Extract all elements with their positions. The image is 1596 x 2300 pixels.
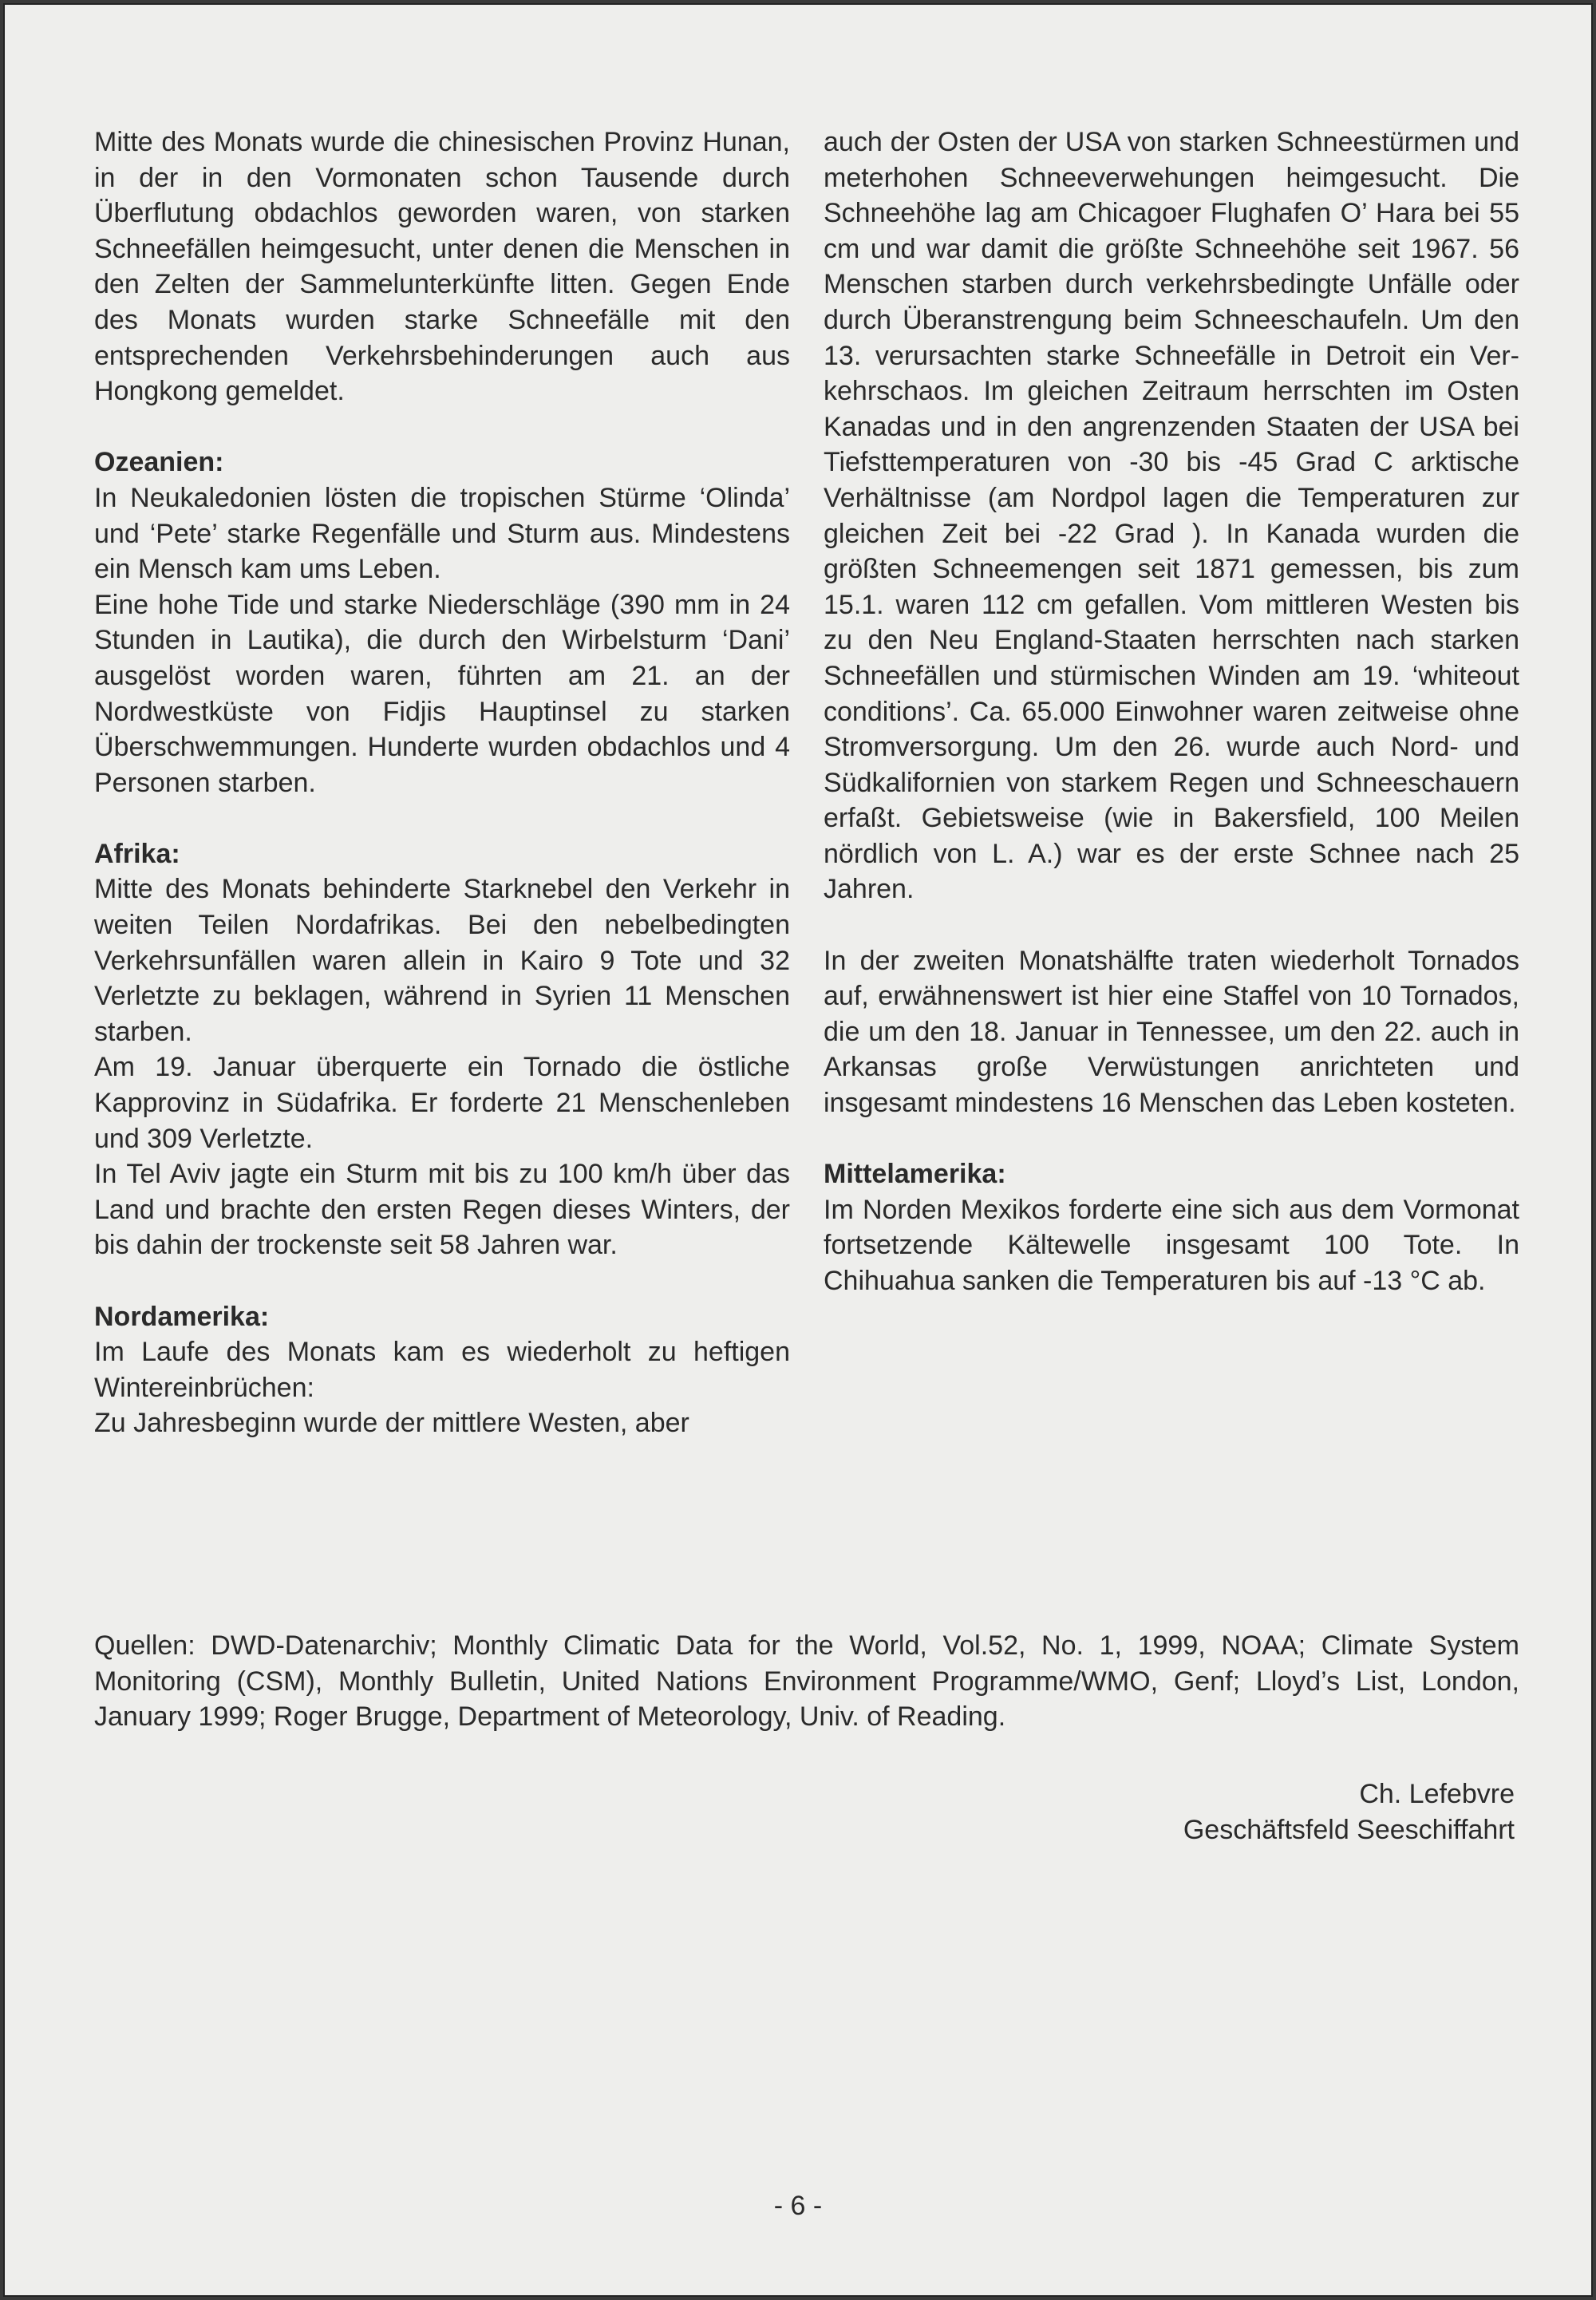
mittelamerika-paragraph: Im Norden Mexikos forderte eine sich aus dem Vormonat fortsetzende Kältewelle insgesamt 100 Tote. In Chihuahua sanken die Temperaturen bis auf -13 °C ab. — [824, 1194, 1519, 1296]
afrika-paragraph-3: In Tel Aviv jagte ein Sturm mit bis zu 100 km/h über das Land und brachte den ersten Regen dieses Winters, der bis dahin der trockenste seit 58 Jahren war. — [94, 1159, 790, 1261]
page-number: - 6 - — [773, 2191, 823, 2221]
ozeanien-paragraph-2: Eine hohe Tide und starke Niederschläge (390 mm in 24 Stunden in Lautika), die durch den Wirbelsturm ‘Dani’ ausgelöst worden waren, führten am 21. an der Nordwestküste von Fidjis Hauptinsel zu starken Überschwemmungen. Hunderte wurden obdachlos und 4 Personen starben. — [94, 589, 790, 798]
author-name: Ch. Lefebvre — [1359, 1779, 1515, 1809]
ozeanien-heading: Ozeanien: — [94, 447, 224, 478]
nordamerika-heading: Nordamerika: — [94, 1301, 270, 1332]
china-paragraph: Mitte des Monats wurde die chinesischen Provinz Hunan, in der in den Vormonaten schon Tausende durch Überflutung obdachlos geworden waren, von starken Schneefällen heimgesucht, unter denen die Menschen in den Zelten der Sammelunterkünfte litten. Gegen Ende des Monats wurden starke Schneefälle mit den entsprechenden Verkehrsbehinderungen auch aus Hongkong gemeldet. — [94, 127, 790, 407]
spacer — [94, 409, 790, 445]
nordamerika-paragraph-1: Im Laufe des Monats kam es wiederholt zu heftigen Wintereinbrüchen: — [94, 1337, 790, 1403]
nordamerika-paragraph-2: Zu Jahresbeginn wurde der mittlere Westen, aber — [94, 1408, 689, 1439]
spacer — [94, 800, 790, 836]
afrika-paragraph-1: Mitte des Monats behinderte Starknebel den Verkehr in weiten Teilen Nordafrikas. Bei den nebelbedingten Verkehrsunfällen waren allein in Kairo 9 Tote und 32 Verletzte zu beklagen, während in Syrien 11 Menschen starben. — [94, 874, 790, 1047]
spacer — [824, 1121, 1519, 1157]
afrika-heading: Afrika: — [94, 838, 180, 869]
mittelamerika-heading: Mittelamerika: — [824, 1159, 1006, 1190]
author-department: Geschäftsfeld Seeschiffahrt — [1183, 1814, 1515, 1845]
usa-winter-paragraph: auch der Osten der USA von starken Schneestürmen und meterhohen Schneeverwehungen heimgesucht. Die Schneehöhe lag am Chicagoer Flughafen O’ Hara bei 55 cm und war damit die größte Schneehöhe seit 1967. 56 Menschen starben durch verkehrsbedingte Unfälle oder durch Überanstrengung beim Schneeschaufeln. Um den 13. verursachten starke Schneefälle in Detroit ein Verkehrschaos. Im gleichen Zeitraum herrschten im Osten Kanadas und in den angrenzenden Staaten der USA bei Tiefsttemperaturen von -30 bis -45 Grad C arktische Verhältnisse (am Nordpol lagen die Temperaturen zur gleichen Zeit bei -22 Grad ). In Kanada wurden die größten Schneemengen seit 1871 gemessen, bis zum 15.1. waren 112 cm gefallen. Vom mittleren Westen bis zu den Neu England-Staaten herrschten nach starken Schneefällen und stürmischen Winden am 19. ‘whiteout conditions’. Ca. 65.000 Einwohner waren zeitweise ohne Stromversorgung. Um den 26. wurde auch Nord- und Südkalifornien von starkem Regen und Schneeschauern erfaßt. Gebietsweise (wie in Bakersfield, 100 Meilen nördlich von L. A.) war es der erste Schnee nach 25 Jahren. — [824, 127, 1519, 905]
left-column — [94, 124, 790, 1441]
afrika-paragraph-2: Am 19. Januar überquerte ein Tornado die östliche Kapprovinz in Südafrika. Er forderte 21 Menschenleben und 309 Verletzte. — [94, 1052, 790, 1154]
tornado-paragraph: In der zweiten Monatshälfte traten wiederholt Tornados auf, erwähnenswert ist hier eine Staffel von 10 Tornados, die um den 18. Januar in Tennessee, um den 22. auch in Arkansas große Verwüstungen anrichteten und insgesamt mindestens 16 Menschen das Leben kosteten. — [824, 945, 1519, 1119]
ozeanien-paragraph-1: In Neukaledonien lösten die tropischen Stürme ‘Olinda’ und ‘Pete’ starke Regenfälle und Sturm aus. Mindestens ein Mensch kam ums Leben. — [94, 482, 790, 585]
signature-block — [1183, 1776, 1515, 1848]
right-column — [824, 124, 1519, 1299]
spacer — [94, 1263, 790, 1299]
sources-paragraph: Quellen: DWD-Datenarchiv; Monthly Climatic Data for the World, Vol.52, No. 1, 1999, NOAA; Climate System Monitoring (CSM), Monthly Bulletin, United Nations Environment Programme/WMO, Genf; Lloyd’s List, London, January 1999; Roger Brugge, Department of Meteorology, Univ. of Reading. — [94, 1630, 1519, 1733]
document-page — [3, 3, 1593, 2297]
spacer — [824, 907, 1519, 943]
